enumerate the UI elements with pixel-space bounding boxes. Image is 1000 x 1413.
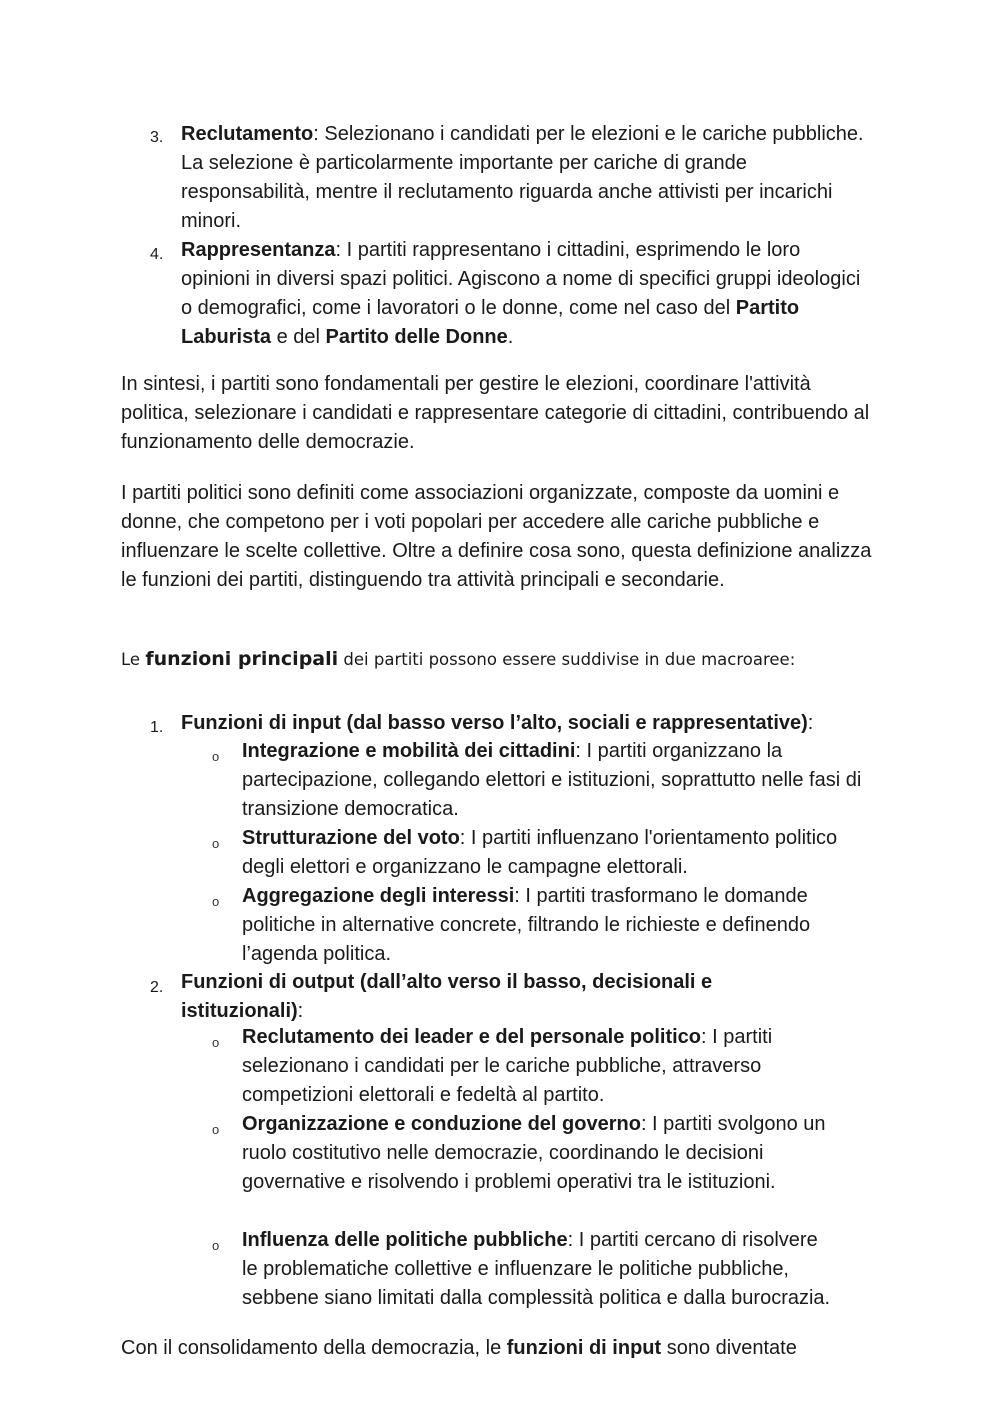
- term: Reclutamento: [181, 123, 314, 145]
- term: Strutturazione del voto: [242, 827, 460, 849]
- list-item-reclutamento: [181, 120, 871, 236]
- bullet-icon: o: [212, 894, 220, 909]
- sub-item-reclutamento-leader: [242, 1023, 832, 1110]
- bullet-icon: o: [212, 749, 220, 764]
- term: Influenza delle politiche pubbliche: [242, 1229, 568, 1251]
- function-output-heading: [181, 968, 781, 1026]
- bullet-icon: o: [212, 1238, 220, 1253]
- intro-pre: Le: [121, 650, 146, 669]
- sub-item-aggregazione: [242, 882, 862, 969]
- paragraph-summary: In sintesi, i partiti sono fondamentali per gestire le elezioni, coordinare l'attività politica, selezionare i candidati e rappresentare categorie di cittadini, contribuendo al funzionamento delle democrazie.: [121, 373, 870, 453]
- list-item-rappresentanza: [181, 236, 871, 352]
- colon: :: [297, 1000, 304, 1022]
- term: Reclutamento dei leader e del personale politico: [242, 1026, 702, 1048]
- definition: : I partiti selezionano i candidati per le cariche pubbliche, attraverso competizioni elettorali e fedeltà al partito.: [242, 1026, 773, 1106]
- closing-bold: funzioni di input: [506, 1337, 662, 1359]
- definition: : I partiti svolgono un ruolo costitutivo nelle democrazie, coordinando le decisioni governative e risolvendo i problemi operativi tra le istituzioni.: [242, 1113, 826, 1193]
- bullet-icon: o: [212, 836, 220, 851]
- list-number: 2.: [150, 979, 164, 996]
- sub-item-integrazione: [242, 737, 862, 824]
- sub-item-strutturazione: [242, 824, 862, 882]
- definition: : I partiti organizzano la partecipazione, collegando elettori e istituzioni, soprattutto nelle fasi di transizione democratica.: [242, 740, 862, 820]
- bullet-icon: o: [212, 1035, 220, 1050]
- function-input-heading: [181, 709, 871, 738]
- list-number: 3.: [150, 129, 164, 146]
- heading-text: Funzioni di input (dal basso verso l’alto, sociali e rappresentative): [181, 712, 808, 734]
- term: Integrazione e mobilità dei cittadini: [242, 740, 576, 762]
- heading-text: Funzioni di output (dall’alto verso il basso, decisionali e istituzionali): [181, 971, 713, 1022]
- sub-item-governo: [242, 1110, 832, 1197]
- colon: :: [807, 712, 814, 734]
- punctuation: .: [507, 326, 514, 348]
- definition: : I partiti cercano di risolvere le problematiche collettive e influenzare le politiche pubbliche, sebbene siano limitati dalla complessità politica e dalla burocrazia.: [242, 1229, 831, 1309]
- party-name: Partito delle Donne: [325, 326, 508, 348]
- list-number: 4.: [150, 246, 164, 263]
- connector: e del: [271, 326, 326, 348]
- closing-post: sono diventate: [661, 1337, 797, 1359]
- intro-bold: funzioni principali: [145, 648, 339, 670]
- definition: : Selezionano i candidati per le elezioni e le cariche pubbliche. La selezione è particolarmente importante per cariche di grande responsabilità, mentre il reclutamento riguarda anche attivisti per incarichi minori.: [181, 123, 864, 232]
- paragraph-closing: [121, 1334, 881, 1363]
- intro-post: dei partiti possono essere suddivise in due macroaree:: [338, 650, 796, 669]
- paragraph-intro: [121, 645, 881, 674]
- definition: : I partiti rappresentano i cittadini, esprimendo le loro opinioni in diversi spazi politici. Agiscono a nome di specifici gruppi ideologici o demografici, come i lavoratori o le donne, come nel caso del: [181, 239, 861, 319]
- definition: : I partiti influenzano l'orientamento politico degli elettori e organizzano le campagne elettorali.: [242, 827, 838, 878]
- sub-item-politiche-pubbliche: [242, 1226, 832, 1313]
- bullet-icon: o: [212, 1122, 220, 1137]
- list-number: 1.: [150, 719, 164, 736]
- term: Aggregazione degli interessi: [242, 885, 515, 907]
- closing-pre: Con il consolidamento della democrazia, le: [121, 1337, 507, 1359]
- paragraph-definition: I partiti politici sono definiti come associazioni organizzate, composte da uomini e donne, che competono per i voti popolari per accedere alle cariche pubbliche e influenzare le scelte collettive. Oltre a definire cosa sono, questa definizione analizza le funzioni dei partiti, distinguendo tra attività principali e secondarie.: [121, 482, 872, 591]
- term: Organizzazione e conduzione del governo: [242, 1113, 641, 1135]
- party-name: Partito Laburista: [181, 297, 800, 348]
- definition: : I partiti trasformano le domande politiche in alternative concrete, filtrando le richieste e definendo l’agenda politica.: [242, 885, 811, 965]
- term: Rappresentanza: [181, 239, 336, 261]
